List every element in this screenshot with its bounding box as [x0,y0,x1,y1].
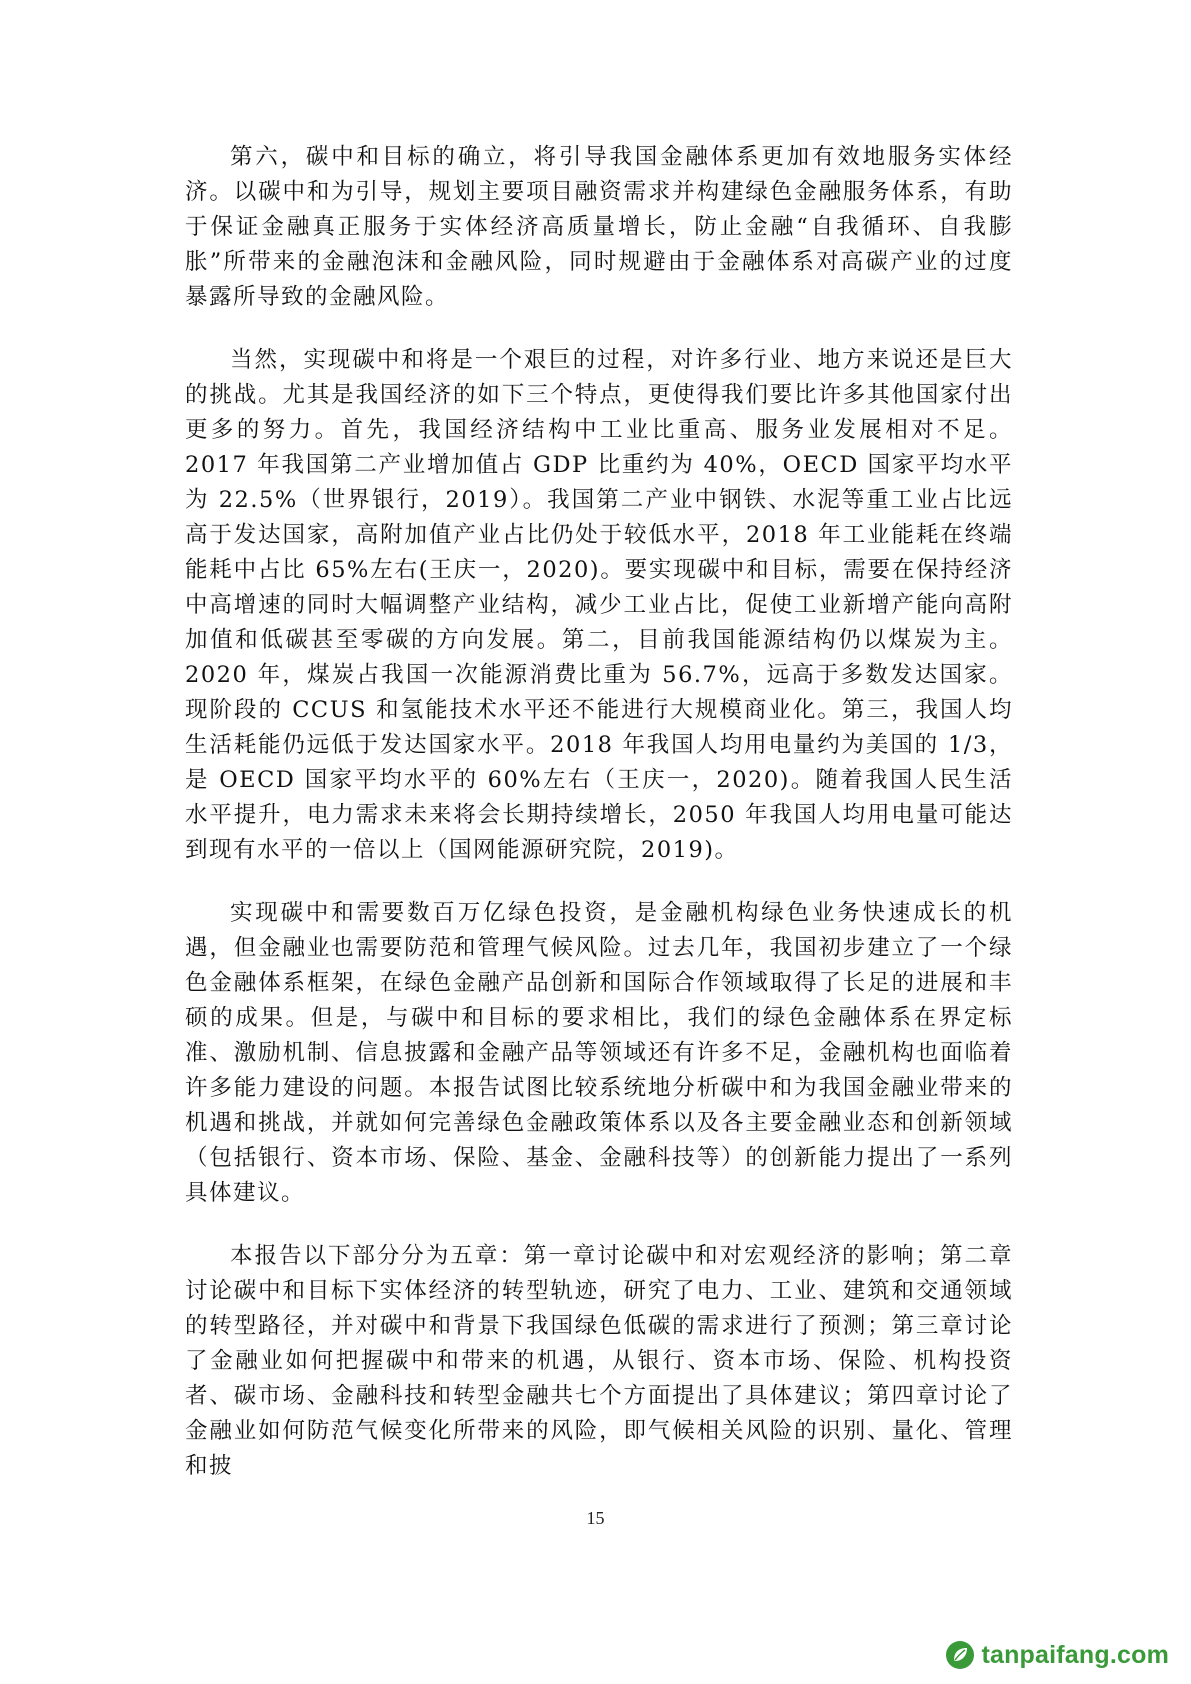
paragraph-2: 当然，实现碳中和将是一个艰巨的过程，对许多行业、地方来说还是巨大的挑战。尤其是我国经济的如下三个特点，更使得我们要比许多其他国家付出更多的努力。首先，我国经济结构中工业比重高、服务业发展相对不足。2017 年我国第二产业增加值占 GDP 比重约为 40%，OECD 国家平均水平为 22.5%（世界银行，2019）。我国第二产业中钢铁、水泥等重工业占比远高于发达国家，高附加值产业占比仍处于较低水平，2018 年工业能耗在终端能耗中占比 65%左右(王庆一，2020)。要实现碳中和目标，需要在保持经济中高增速的同时大幅调整产业结构，减少工业占比，促使工业新增产能向高附加值和低碳甚至零碳的方向发展。第二，目前我国能源结构仍以煤炭为主。2020 年，煤炭占我国一次能源消费比重为 56.7%，远高于多数发达国家。现阶段的 CCUS 和氢能技术水平还不能进行大规模商业化。第三，我国人均生活耗能仍远低于发达国家水平。2018 年我国人均用电量约为美国的 1/3，是 OECD 国家平均水平的 60%左右（王庆一，2020)。随着我国人民生活水平提升，电力需求未来将会长期持续增长，2050 年我国人均用电量可能达到现有水平的一倍以上（国网能源研究院，2019)。 [185,347,1013,863]
document-body [185,140,1013,1512]
leaf-logo-icon [945,1640,975,1670]
watermark [945,1640,1169,1670]
paragraph-3: 实现碳中和需要数百万亿绿色投资，是金融机构绿色业务快速成长的机遇，但金融业也需要防范和管理气候风险。过去几年，我国初步建立了一个绿色金融体系框架，在绿色金融产品创新和国际合作领域取得了长足的进展和丰硕的成果。但是，与碳中和目标的要求相比，我们的绿色金融体系在界定标准、激励机制、信息披露和金融产品等领域还有许多不足，金融机构也面临着许多能力建设的问题。本报告试图比较系统地分析碳中和为我国金融业带来的机遇和挑战，并就如何完善绿色金融政策体系以及各主要金融业态和创新领域（包括银行、资本市场、保险、基金、金融科技等）的创新能力提出了一系列具体建议。 [185,900,1013,1206]
watermark-text: tanpaifang.com [981,1640,1169,1669]
page-number: 15 [586,1508,605,1528]
paragraph-4: 本报告以下部分分为五章：第一章讨论碳中和对宏观经济的影响；第二章讨论碳中和目标下实体经济的转型轨迹，研究了电力、工业、建筑和交通领域的转型路径，并对碳中和背景下我国绿色低碳的需求进行了预测；第三章讨论了金融业如何把握碳中和带来的机遇，从银行、资本市场、保险、机构投资者、碳市场、金融科技和转型金融共七个方面提出了具体建议；第四章讨论了金融业如何防范气候变化所带来的风险，即气候相关风险的识别、量化、管理和披 [185,1243,1013,1479]
paragraph-1: 第六，碳中和目标的确立，将引导我国金融体系更加有效地服务实体经济。以碳中和为引导，规划主要项目融资需求并构建绿色金融服务体系，有助于保证金融真正服务于实体经济高质量增长，防止金融“自我循环、自我膨胀”所带来的金融泡沫和金融风险，同时规避由于金融体系对高碳产业的过度暴露所导致的金融风险。 [185,144,1013,310]
